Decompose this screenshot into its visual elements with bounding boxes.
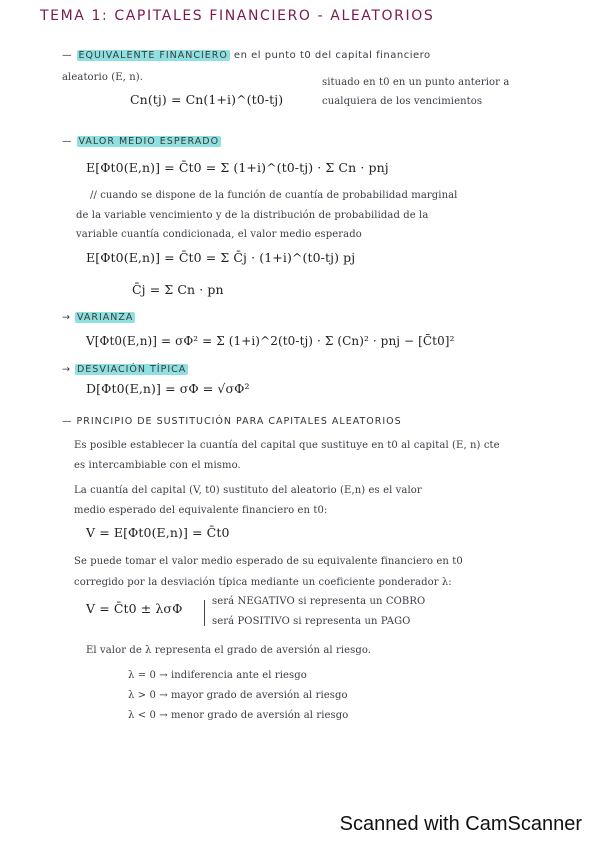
section-valor-medio — [62, 136, 221, 147]
text-line: variable cuantía condicionada, el valor medio esperado — [76, 229, 362, 240]
section-heading-equivalente: EQUIVALENTE FINANCIERO — [78, 50, 228, 61]
branch-pago: será POSITIVO si representa un PAGO — [212, 616, 411, 627]
formula-sustitucion-corregida: V = C̄t0 ± λσΦ — [86, 601, 183, 616]
section-heading-valor-medio: VALOR MEDIO ESPERADO — [78, 136, 220, 147]
section-heading-varianza: VARIANZA — [76, 312, 134, 323]
branch-cobro: será NEGATIVO si representa un COBRO — [212, 596, 426, 607]
text-line: de la variable vencimiento y de la distribución de probabilidad de la — [76, 210, 429, 221]
formula-valor-medio-condicionado: E[Φt0(E,n)] = C̄t0 = Σ C̄j · (1+i)^(t0-tj) pj — [86, 250, 356, 265]
section-heading-tail: en el punto t0 del capital financiero — [233, 50, 431, 61]
text-line: es intercambiable con el mismo. — [74, 460, 241, 471]
text-line: Es posible establecer la cuantía del capital que sustituye en t0 al capital (E, n) cte — [74, 440, 500, 451]
formula-cuantia-media: C̄j = Σ Cn · pn — [132, 282, 224, 297]
dash-mark: — — [62, 416, 77, 427]
camscanner-watermark: Scanned with CamScanner — [339, 813, 582, 835]
formula-varianza: V[Φt0(E,n)] = σΦ² = Σ (1+i)^2(t0-tj) · Σ (Cn)² · pnj − [C̄t0]² — [86, 334, 455, 348]
formula-equivalente: Cn(tj) = Cn(1+i)^(t0-tj) — [130, 92, 284, 107]
section-varianza — [62, 312, 135, 323]
text-line: // cuando se dispone de la función de cuantía de probabilidad marginal — [90, 190, 458, 201]
lambda-case-positive: λ > 0 → mayor grado de aversión al riesgo — [128, 690, 348, 701]
text-line: El valor de λ representa el grado de aversión al riesgo. — [86, 645, 372, 656]
section-heading-desviacion: DESVIACIÓN TÍPICA — [76, 364, 187, 375]
text-line: medio esperado del equivalente financiero en t0: — [74, 505, 328, 516]
text-line: La cuantía del capital (V, t0) sustituto del aleatorio (E,n) es el valor — [74, 485, 422, 496]
dash-mark: — — [62, 50, 77, 61]
page-title: TEMA 1: CAPITALES FINANCIERO - ALEATORIOS — [40, 8, 435, 24]
dash-mark: → — [62, 312, 75, 323]
formula-sustitucion: V = E[Φt0(E,n)] = C̄t0 — [86, 525, 230, 540]
side-note: cualquiera de los vencimientos — [322, 96, 483, 107]
formula-valor-medio: E[Φt0(E,n)] = C̄t0 = Σ (1+i)^(t0-tj) · Σ Cn · pnj — [86, 160, 389, 175]
lambda-case-negative: λ < 0 → menor grado de aversión al riesgo — [128, 710, 349, 721]
text-line: Se puede tomar el valor medio esperado de su equivalente financiero en t0 — [74, 556, 463, 567]
formula-desviacion: D[Φt0(E,n)] = σΦ = √σΦ² — [86, 381, 250, 396]
dash-mark: — — [62, 136, 77, 147]
branch-brace — [204, 600, 205, 626]
dash-mark: → — [62, 364, 75, 375]
lambda-case-zero: λ = 0 → indiferencia ante el riesgo — [128, 670, 307, 681]
section-heading-principio: PRINCIPIO DE SUSTITUCIÓN PARA CAPITALES ALEATORIOS — [76, 416, 402, 427]
text-line: aleatorio (E, n). — [62, 72, 144, 83]
section-equivalente — [62, 50, 431, 61]
section-desviacion — [62, 364, 188, 375]
section-principio — [62, 416, 402, 427]
text-line: corregido por la desviación típica mediante un coeficiente ponderador λ: — [74, 577, 452, 588]
side-note: situado en t0 en un punto anterior a — [322, 77, 510, 88]
